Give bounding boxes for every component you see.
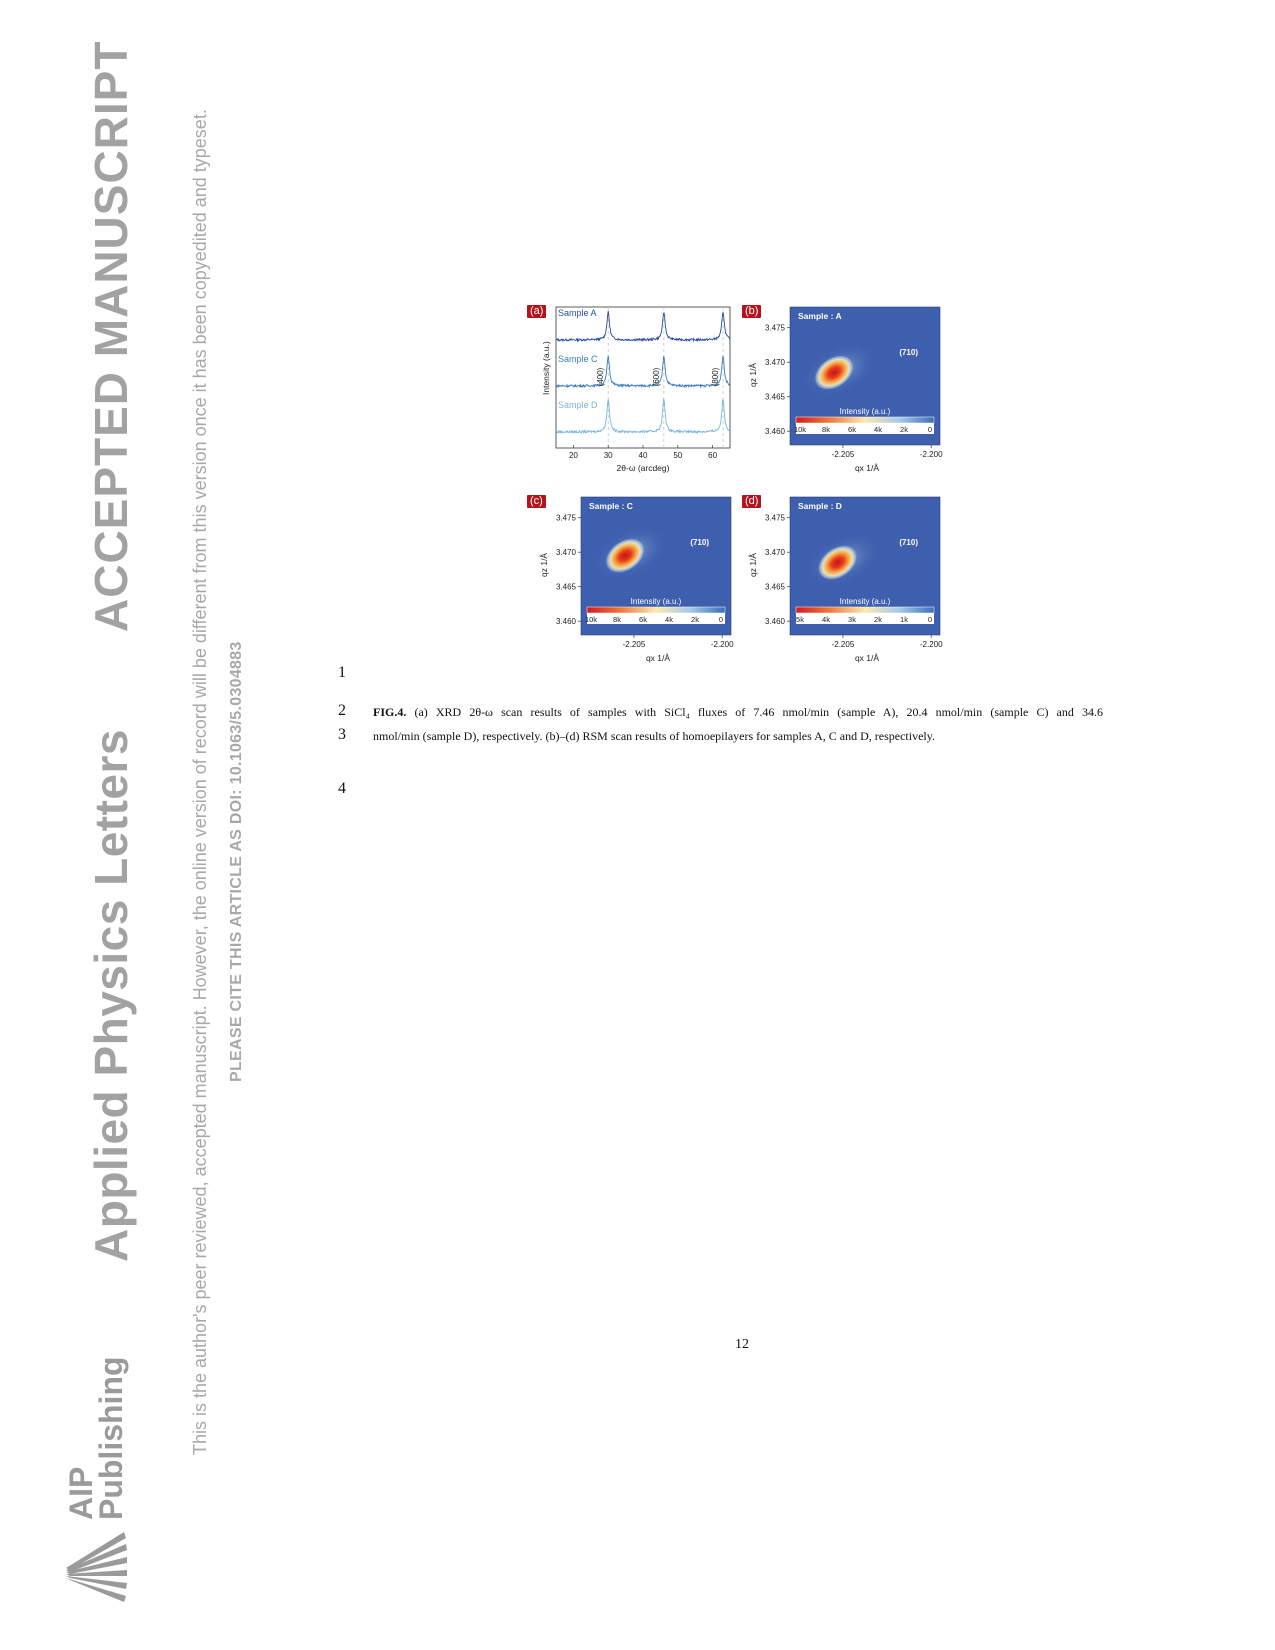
xrd-peak-label: (600): [651, 367, 661, 387]
colorbar-tick-label: 5k: [796, 615, 804, 624]
page-number: 12: [735, 1337, 749, 1352]
colorbar-tick-label: 6k: [848, 425, 856, 434]
publisher-line2: Publishing: [93, 1356, 129, 1520]
xrd-plot-frame: [556, 307, 730, 448]
xrd-legend-a: Sample A: [558, 308, 597, 318]
rsm-chart-c: [521, 495, 736, 665]
rsm-ytick-label: 3.460: [555, 617, 576, 627]
aip-logo-icon: [64, 1530, 134, 1610]
rsm-ylabel: qz 1/Å: [539, 552, 549, 577]
rsm-xtick-label: -2.205: [831, 640, 855, 649]
panel-label-d: (d): [742, 495, 761, 508]
journal-title: Applied Physics Letters: [85, 729, 137, 1262]
panel-label-c: (c): [527, 495, 546, 508]
colorbar-tick-label: 10k: [793, 425, 807, 434]
accepted-manuscript-banner: ACCEPTED MANUSCRIPT: [85, 40, 137, 632]
colorbar-tick-label: 4k: [665, 615, 673, 624]
panel-label-a: (a): [527, 305, 546, 318]
rsm-reflection-label: (710): [899, 538, 918, 547]
figure-caption: [373, 700, 1103, 748]
rsm-ytick-label: 3.465: [764, 582, 785, 592]
rsm-ylabel: qz 1/Å: [748, 362, 758, 387]
colorbar: [587, 607, 725, 613]
publisher-name: [63, 1356, 129, 1520]
colorbar-tick-label: 4k: [874, 425, 882, 434]
rsm-chart-a: [730, 305, 945, 475]
cite-doi: PLEASE CITE THIS ARTICLE AS DOI: 10.1063/5.0304883: [228, 641, 245, 1082]
xrd-legend-d: Sample D: [558, 400, 598, 410]
colorbar-tick-label: 2k: [691, 615, 699, 624]
rsm-title: Sample : C: [589, 501, 633, 511]
rsm-ytick-label: 3.460: [764, 617, 785, 627]
rsm-ytick-label: 3.465: [555, 582, 576, 592]
colorbar-tick-label: 0: [927, 615, 933, 624]
caption-line1: (a) XRD 2θ-ω scan results of samples with SiCl₄ fluxes of 7.46 nmol/min (sample A), 20.4 nmol/min (sample C) and 34.6: [406, 705, 1103, 719]
colorbar-tick-strip: [584, 613, 725, 624]
rsm-title: Sample : A: [798, 311, 842, 321]
rsm-ytick-label: 3.470: [555, 548, 576, 558]
colorbar-tick-label: 8k: [822, 425, 830, 434]
colorbar: [796, 417, 934, 423]
rsm-xlabel: qx 1/Å: [645, 653, 671, 663]
sidebar-watermark: [0, 0, 260, 1650]
colorbar-tick-label: 2k: [874, 615, 882, 624]
rsm-xtick-label: -2.200: [710, 640, 734, 649]
caption-label: FIG.4.: [373, 705, 407, 719]
line-number: 4: [338, 780, 346, 797]
figure-4: [525, 305, 945, 665]
rsm-ytick-label: 3.475: [764, 323, 785, 333]
panel-label-b: (b): [742, 305, 761, 318]
rsm-reflection-label: (710): [899, 348, 918, 357]
rsm-ytick-label: 3.475: [555, 513, 576, 523]
xrd-chart: [525, 305, 735, 480]
colorbar-tick-strip: [793, 423, 934, 434]
colorbar-title: Intensity (a.u.): [839, 407, 891, 416]
colorbar-title: Intensity (a.u.): [630, 597, 682, 606]
rsm-ytick-label: 3.465: [764, 392, 785, 402]
rsm-title: Sample : D: [798, 501, 842, 511]
rsm-xtick-label: -2.205: [831, 450, 855, 459]
colorbar-tick-label: 0: [718, 615, 724, 624]
rsm-xtick-label: -2.200: [919, 450, 943, 459]
rsm-xlabel: qx 1/Å: [854, 463, 880, 473]
rsm-xtick-label: -2.205: [622, 640, 646, 649]
rsm-ytick-label: 3.470: [764, 358, 785, 368]
colorbar-tick-label: 0: [927, 425, 933, 434]
colorbar-tick-label: 4k: [822, 615, 830, 624]
colorbar-tick-label: 2k: [900, 425, 908, 434]
colorbar-tick-label: 6k: [639, 615, 647, 624]
line-number: 1: [338, 664, 346, 681]
peer-review-notice: This is the author's peer reviewed, accepted manuscript. However, the online version of record will be different from this version once it has been copyedited and typeset.: [190, 109, 210, 1455]
colorbar-title: Intensity (a.u.): [839, 597, 891, 606]
rsm-chart-d: [730, 495, 945, 665]
rsm-ytick-label: 3.475: [764, 513, 785, 523]
rsm-xlabel: qx 1/Å: [854, 653, 880, 663]
line-number: 3: [338, 726, 346, 743]
colorbar-tick-strip: [796, 613, 934, 624]
caption-line2: nmol/min (sample D), respectively. (b)–(d) RSM scan results of homoepilayers for samples A, C and D, respectively.: [373, 729, 935, 743]
colorbar-tick-label: 8k: [613, 615, 621, 624]
xrd-peak-label: (400): [596, 367, 606, 387]
xrd-xtick-label: 30: [603, 451, 613, 460]
rsm-reflection-label: (710): [690, 538, 709, 547]
xrd-peak-label: (800): [711, 367, 721, 387]
xrd-xtick-label: 40: [638, 451, 648, 460]
rsm-ytick-label: 3.470: [764, 548, 785, 558]
rsm-xtick-label: -2.200: [919, 640, 943, 649]
colorbar-tick-label: 3k: [848, 615, 856, 624]
xrd-xlabel: 2θ-ω (arcdeg): [616, 463, 670, 473]
colorbar: [796, 607, 934, 613]
rsm-ytick-label: 3.460: [764, 427, 785, 437]
xrd-xtick-label: 50: [673, 451, 683, 460]
publisher-line1: AIP: [63, 1466, 99, 1520]
xrd-ylabel: Intensity (a.u.): [541, 341, 551, 395]
rsm-ylabel: qz 1/Å: [748, 552, 758, 577]
xrd-xtick-label: 60: [708, 451, 718, 460]
colorbar-tick-label: 10k: [584, 615, 598, 624]
colorbar-tick-label: 1k: [900, 615, 908, 624]
xrd-legend-c: Sample C: [558, 354, 598, 364]
xrd-xtick-label: 20: [568, 451, 578, 460]
line-number: 2: [338, 702, 346, 719]
